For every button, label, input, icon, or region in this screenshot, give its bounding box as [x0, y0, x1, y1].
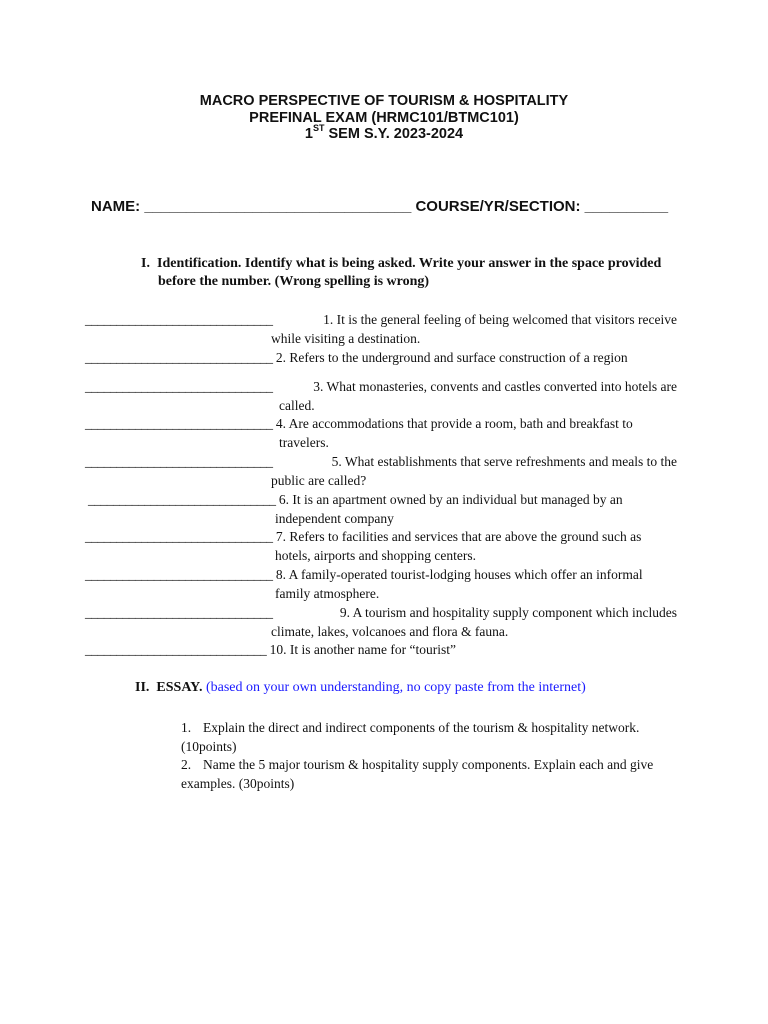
question-item-6 [88, 490, 623, 528]
section1-title [141, 255, 681, 291]
essay-text: Name the 5 major tourism & hospitality supply components. Explain each and give [203, 757, 654, 772]
question-text: 5. What establishments that serve refreshments and meals to the [331, 454, 677, 469]
answer-blank[interactable]: ______________________________ [85, 350, 273, 365]
section1-title-line2: before the number. (Wrong spelling is wrong) [158, 274, 430, 289]
answer-blank[interactable]: ______________________________ [85, 529, 273, 544]
question-item-8 [85, 565, 643, 603]
question-text: 7. Refers to facilities and services that are above the ground such as [275, 529, 642, 544]
question-text: 9. A tourism and hospitality supply component which includes [339, 605, 677, 620]
question-item-7 [85, 527, 641, 565]
answer-blank[interactable]: ______________________________ [85, 312, 273, 327]
question-item-10 [85, 640, 456, 659]
section2-instruction: (based on your own understanding, no copy paste from the internet) [205, 680, 586, 695]
section2-heading: ESSAY. [156, 680, 203, 695]
question-continuation: independent company [275, 511, 394, 526]
course-blank[interactable]: __________ [584, 198, 669, 215]
question-text: 6. It is an apartment owned by an individual but managed by an [278, 492, 623, 507]
question-continuation: climate, lakes, volcanoes and flora & fauna. [271, 624, 509, 639]
exam-header [0, 93, 768, 143]
section1-title-line1: Identification. Identify what is being asked. Write your answer in the space provided [157, 256, 662, 271]
answer-blank[interactable]: _____________________________ [85, 642, 267, 657]
semester-ordinal: ST [312, 123, 325, 134]
answer-blank[interactable]: ______________________________ [85, 567, 273, 582]
essay-continuation: (10points) [181, 739, 237, 754]
answer-blank[interactable]: ______________________________ [85, 379, 273, 394]
essay-item-2 [181, 755, 681, 793]
question-item-1 [85, 310, 677, 348]
question-item-4 [85, 414, 633, 452]
question-continuation: family atmosphere. [275, 586, 380, 601]
section1-numeral: I. [141, 256, 150, 271]
question-item-3 [85, 377, 677, 415]
name-blank[interactable]: ________________________________ [144, 198, 412, 215]
essay-item-1 [181, 718, 681, 756]
essay-number: 1. [181, 720, 192, 735]
essay-number: 2. [181, 757, 192, 772]
question-text: 4. Are accommodations that provide a room, bath and breakfast to [275, 416, 633, 431]
question-continuation: while visiting a destination. [271, 331, 421, 346]
answer-blank[interactable]: ______________________________ [85, 605, 273, 620]
answer-blank[interactable]: ______________________________ [88, 492, 276, 507]
student-info-line [91, 198, 691, 215]
exam-title: PREFINAL EXAM (HRMC101/BTMC101) [249, 109, 519, 126]
semester-number: 1 [304, 126, 313, 142]
question-continuation: called. [279, 398, 315, 413]
question-text: 10. It is another name for “tourist” [269, 642, 456, 657]
question-item-2 [85, 348, 628, 367]
course-label: COURSE/YR/SECTION: [415, 198, 581, 215]
semester-year: SEM S.Y. 2023-2024 [324, 126, 464, 142]
question-text: 1. It is the general feeling of being welcomed that visitors receive [323, 312, 677, 327]
name-label: NAME: [91, 198, 141, 215]
question-continuation: hotels, airports and shopping centers. [275, 548, 476, 563]
answer-blank[interactable]: ______________________________ [85, 454, 273, 469]
answer-blank[interactable]: ______________________________ [85, 416, 273, 431]
semester-line [0, 123, 768, 143]
question-item-9 [85, 603, 677, 641]
question-continuation: public are called? [271, 473, 367, 488]
section2-numeral: II. [135, 680, 150, 695]
essay-text: Explain the direct and indirect components of the tourism & hospitality network. [203, 720, 640, 735]
question-continuation: travelers. [279, 435, 329, 450]
essay-continuation: examples. (30points) [181, 776, 295, 791]
section2-title [135, 679, 586, 697]
question-text: 8. A family-operated tourist-lodging houses which offer an informal [275, 567, 643, 582]
question-item-5 [85, 452, 677, 490]
course-title: MACRO PERSPECTIVE OF TOURISM & HOSPITALITY [199, 93, 569, 109]
question-text: 3. What monasteries, convents and castles converted into hotels are [313, 379, 677, 394]
question-text: 2. Refers to the underground and surface construction of a region [275, 350, 628, 365]
